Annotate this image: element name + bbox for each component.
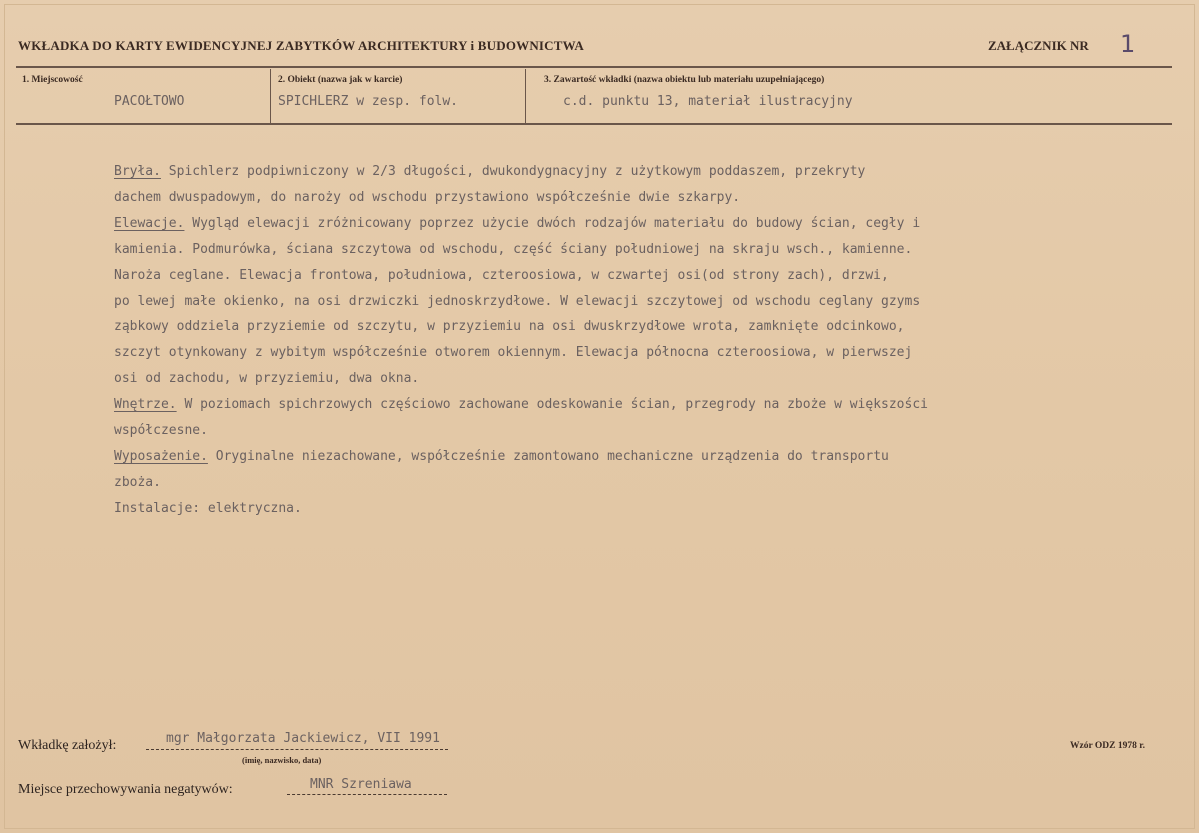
- content-value: c.d. punktu 13, materiał ilustracyjny: [563, 94, 853, 109]
- elewacje-line-2: kamienia. Podmurówka, ściana szczytowa od wschodu, część ściany południowej na skraju wsch., kamienne.: [114, 241, 913, 257]
- object-value: SPICHLERZ w zesp. folw.: [278, 94, 459, 109]
- document-title: WKŁADKA DO KARTY EWIDENCYJNEJ ZABYTKÓW ARCHITEKTURY i BUDOWNICTWA: [18, 38, 584, 53]
- section-heading-elewacje: Elewacje.: [114, 215, 185, 231]
- founder-hint: (imię, nazwisko, data): [242, 755, 322, 765]
- bryla-line-2: dachem dwuspadowym, do naroży od wschodu przystawiono współcześnie dwie szkarpy.: [114, 189, 741, 205]
- storage-label: Miejsce przechowywania negatywów:: [18, 782, 233, 797]
- field-divider-1: [270, 69, 271, 124]
- wyposazenie-line-1: Oryginalne niezachowane, współcześnie zamontowano mechaniczne urządzenia do transportu: [207, 448, 889, 464]
- elewacje-line-5: ząbkowy oddziela przyziemie od szczytu, w przyziemiu na osi dwuskrzydłowe wrota, zamknięte odcinkowo,: [114, 319, 905, 335]
- header-rule-bottom: [16, 123, 1172, 125]
- elewacje-line-4: po lewej małe okienko, na osi drzwiczki jednoskrzydłowe. W elewacji szczytowej od wschodu ceglany gzyms: [114, 293, 921, 309]
- field-divider-2: [525, 69, 526, 124]
- founder-value: mgr Małgorzata Jackiewicz, VII 1991: [166, 731, 440, 746]
- founder-label: Wkładkę założył:: [18, 738, 117, 753]
- section-heading-wyposazenie: Wyposażenie.: [114, 448, 208, 464]
- founder-underline: [146, 749, 448, 750]
- wnetrze-line-2: współczesne.: [114, 423, 208, 439]
- elewacje-line-1: Wygląd elewacji zróżnicowany poprzez użycie dwóch rodzajów materiału do budowy ścian, cegły i: [184, 215, 921, 231]
- form-code: Wzór ODZ 1978 r.: [1070, 741, 1145, 751]
- description-text: [114, 159, 1190, 522]
- header-rule-top: [16, 66, 1172, 68]
- elewacje-line-7: osi od zachodu, w przyziemiu, dwa okna.: [114, 371, 420, 387]
- section-heading-bryla: Bryła.: [114, 164, 161, 179]
- bryla-line-1: Spichlerz podpiwniczony w 2/3 długości, dwukondygnacyjny z użytkowym poddaszem, przekryty: [160, 164, 866, 179]
- place-label: 1. Miejscowość: [22, 75, 83, 85]
- object-label: 2. Obiekt (nazwa jak w karcie): [278, 75, 403, 85]
- section-heading-wnetrze: Wnętrze.: [114, 397, 177, 413]
- place-value: PACOŁTOWO: [114, 94, 185, 109]
- elewacje-line-6: szczyt otynkowany z wybitym współcześnie otworem okiennym. Elewacja północna czteroosiowa, w pierwszej: [114, 345, 913, 361]
- storage-value: MNR Szreniawa: [310, 777, 412, 792]
- instalacje-line: Instalacje: elektryczna.: [114, 500, 302, 516]
- elewacje-line-3: Naroża ceglane. Elewacja frontowa, południowa, czteroosiowa, w czwartej osi(od strony zach), drzwi,: [114, 267, 889, 283]
- storage-underline: [287, 794, 447, 795]
- wnetrze-line-1: W poziomach spichrzowych częściowo zachowane odeskowanie ścian, przegrody na zboże w większości: [176, 397, 928, 413]
- annex-label: ZAŁĄCZNIK NR: [988, 38, 1089, 53]
- content-label: 3. Zawartość wkładki (nazwa obiektu lub materiału uzupełniającego): [544, 75, 825, 85]
- wyposazenie-line-2: zboża.: [114, 474, 161, 490]
- annex-number: 1: [1120, 30, 1136, 58]
